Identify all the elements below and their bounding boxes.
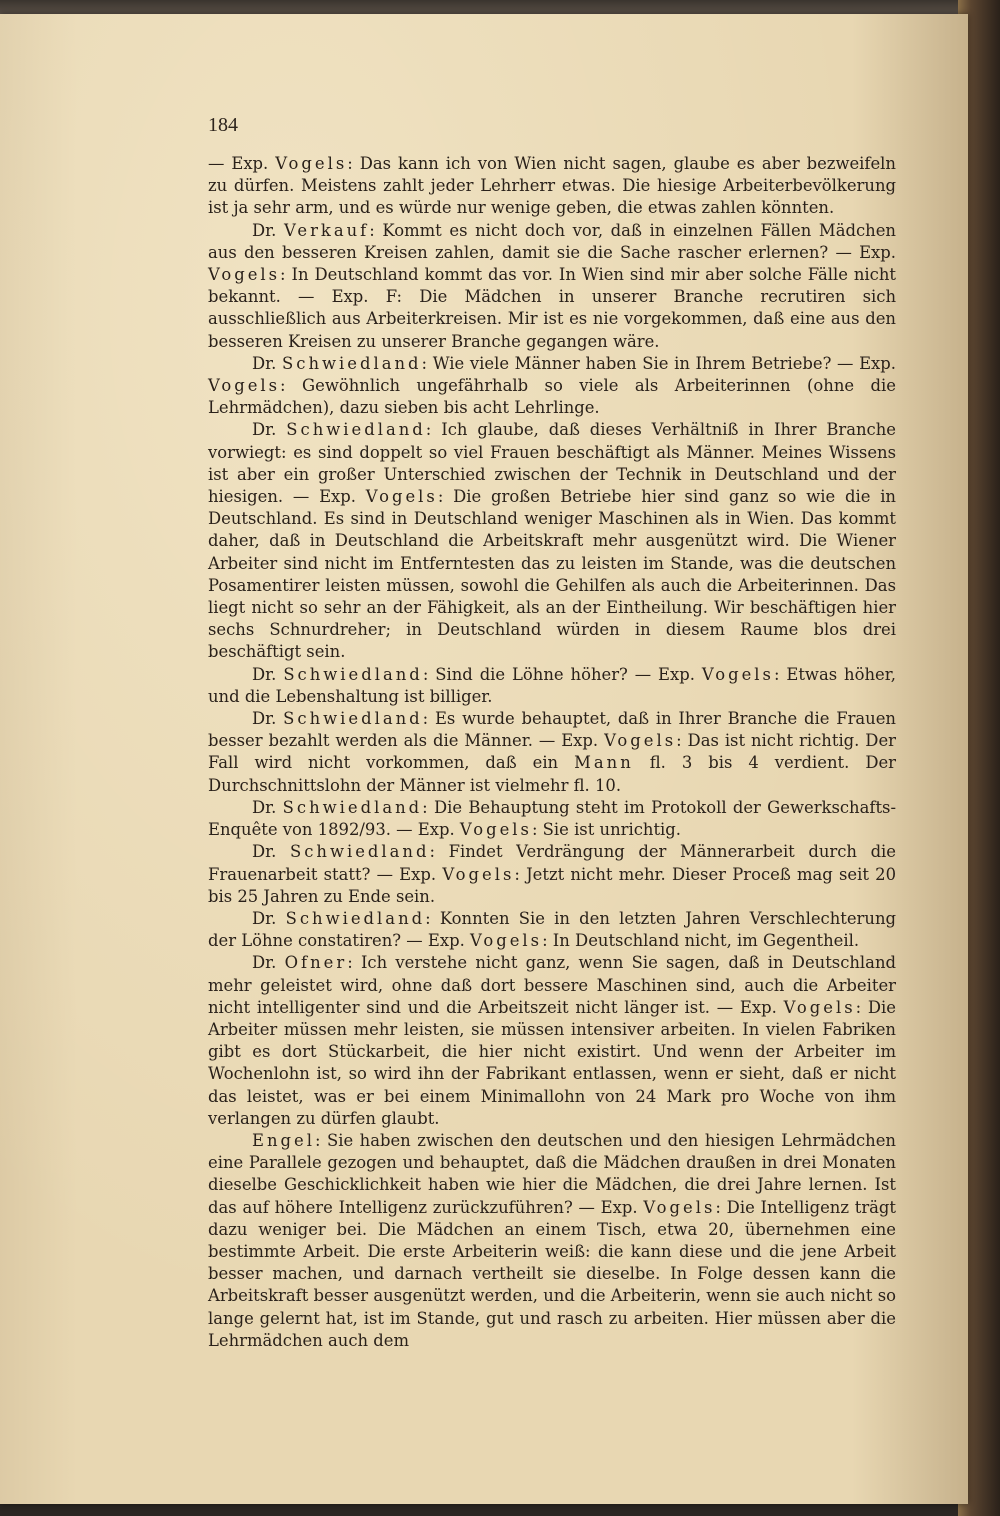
- page-number: 184: [208, 114, 238, 136]
- text-run: : Jetzt nicht mehr. Dieser Proceß mag seit 20 bis 25 Jahren zu Ende sein.: [208, 864, 897, 906]
- speaker-name: Vogels: [701, 664, 774, 684]
- text-run: : Ich glaube, daß dieses Verhältniß in Ihrer Branche vorwiegt: es sind doppelt so viel Frauen beschäftigt als Männer. Meines Wissens ist aber ein großer Unterschied zwischen der Technik in Deutschland und der hiesigen. — Exp.: [208, 420, 896, 507]
- text-run: Dr.: [252, 353, 283, 373]
- text-run: : Wie viele Männer haben Sie in Ihrem Betriebe? — Exp.: [421, 353, 896, 373]
- text-run: — Exp.: [208, 154, 276, 173]
- speaker-name: Schwiedland: [282, 353, 422, 373]
- speaker-name: Vogels: [459, 820, 532, 840]
- paragraph: [208, 353, 896, 420]
- speaker-name: Vogels: [275, 154, 348, 173]
- speaker-name: Vogels: [604, 731, 677, 751]
- speaker-name: Schwiedland: [283, 664, 423, 684]
- text-run: : Die Behauptung steht im Protokoll der Gewerkschafts-Enquête von 1892/93. — Exp.: [208, 797, 896, 840]
- text-run: fl. 3 bis 4 verdient. Der Durchschnittslohn der Männer ist vielmehr fl. 10.: [208, 753, 896, 795]
- text-run: Dr.: [252, 709, 284, 729]
- text-run: : Sie haben zwischen den deutschen und den hiesigen Lehrmädchen eine Parallele gezogen und behauptet, daß die Mädchen draußen in drei Monaten dieselbe Geschicklichkeit haben wie hier die Mädchen, die drei Jahre lernen. Ist das auf höhere Intelligenz zurückzuführen? — Exp.: [208, 1130, 896, 1217]
- speaker-name: Verkauf: [284, 220, 370, 240]
- speaker-name: Vogels: [442, 864, 515, 884]
- text-run: Dr.: [252, 420, 287, 440]
- speaker-name: Vogels: [470, 931, 543, 951]
- text-run: : Das ist nicht richtig. Der Fall wird nicht vorkommen, daß ein: [208, 731, 896, 773]
- paragraph: [208, 1130, 896, 1352]
- paragraph: [208, 664, 896, 708]
- text-run: : In Deutschland nicht, im Gegentheil.: [542, 931, 860, 951]
- text-run: : Konnten Sie in den letzten Jahren Verschlechterung der Löhne constatiren? — Exp.: [208, 908, 896, 951]
- text-run: : Sie ist unrichtig.: [531, 820, 681, 840]
- text-run: Dr.: [252, 797, 283, 817]
- speaker-name: Mann: [574, 753, 634, 773]
- speaker-name: Engel: [252, 1130, 315, 1150]
- text-run: Dr.: [252, 953, 285, 973]
- text-run: : Die großen Betriebe hier sind ganz so wie die in Deutschland. Es sind in Deutschland weniger Maschinen als in Wien. Das kommt daher, daß in Deutschland die Arbeitskraft mehr ausgenützt wird. Die Wiener Arbeiter sind nicht im Entferntesten das zu leisten im Stande, was die deutschen Posamentirer leisten müssen, sowohl die Gehilfen als auch die Arbeiterinnen. Das liegt nicht so sehr an der Fähigkeit, als an der Eintheilung. Wir beschäftigen hier sechs Schnurdreher; in Deutschland würden in diesem Raume blos drei beschäftigt sein.: [208, 487, 896, 662]
- paragraph: [208, 841, 896, 908]
- text-run: : Kommt es nicht doch vor, daß in einzelnen Fällen Mädchen aus den besseren Kreisen zahlen, damit sie die Sache rascher erlernen? — Exp.: [208, 220, 896, 262]
- paragraph: [208, 908, 896, 952]
- speaker-name: Schwiedland: [283, 709, 423, 729]
- text-run: Dr.: [252, 664, 284, 684]
- text-run: Dr.: [252, 220, 285, 240]
- speaker-name: Vogels: [208, 376, 281, 396]
- body-text: [208, 153, 896, 1352]
- speaker-name: Ofner: [284, 953, 348, 973]
- text-run: : Die Arbeiter müssen mehr leisten, sie müssen intensiver arbeiten. In vielen Fabriken gibt es dort Stückarbeit, die hier nicht existirt. Und wenn der Arbeiter im Wochenlohn ist, so wird ihn der Fabrikant entlassen, wenn er sieht, daß er nicht das leistet, was er bei einem Minimallohn von 24 Mark pro Woche von ihm verlangen zu dürfen glaubt.: [208, 997, 896, 1128]
- speaker-name: Schwiedland: [285, 908, 426, 928]
- speaker-name: Vogels: [365, 487, 438, 507]
- text-run: : In Deutschland kommt das vor. In Wien sind mir aber solche Fälle nicht bekannt. — Exp. F: Die Mädchen in unserer Branche recrutiren sich ausschließlich aus Arbeiterkreisen. Mir ist es nie vorgekommen, daß eine aus den besseren Kreisen zu unserer Branche gegangen wäre.: [208, 265, 896, 351]
- speaker-name: Schwiedland: [289, 842, 430, 862]
- text-run: : Etwas höher, und die Lebenshaltung ist billiger.: [208, 664, 896, 706]
- text-run: : Gewöhnlich ungefährhalb so viele als Arbeiterinnen (ohne die Lehrmädchen), dazu sieben bis acht Lehrlinge.: [208, 376, 896, 418]
- speaker-name: Vogels: [783, 997, 856, 1017]
- text-run: : Das kann ich von Wien nicht sagen, glaube es aber bezweifeln zu dürfen. Meistens zahlt jeder Lehrherr etwas. Die hiesige Arbeiterbevölkerung ist ja sehr arm, und es würde nur wenige geben, die etwas zahlen könnten.: [208, 154, 896, 218]
- speaker-name: Vogels: [208, 265, 281, 285]
- paragraph: [208, 797, 896, 841]
- speaker-name: Schwiedland: [286, 420, 426, 440]
- text-run: : Sind die Löhne höher? — Exp.: [422, 664, 702, 684]
- paragraph: [208, 153, 896, 220]
- paragraph: [208, 419, 896, 663]
- text-run: Dr.: [252, 842, 290, 862]
- text-run: : Ich verstehe nicht ganz, wenn Sie sagen, daß in Deutschland mehr geleistet wird, ohne daß dort bessere Maschinen sind, auch die Arbeiter nicht intelligenter sind und die Arbeitszeit nicht länger ist. — Exp.: [208, 953, 896, 1017]
- paragraph: [208, 220, 896, 353]
- speaker-name: Vogels: [643, 1197, 716, 1217]
- paragraph: [208, 708, 896, 797]
- text-run: : Die Intelligenz trägt dazu weniger bei. Die Mädchen an einem Tisch, etwa 20, übernehmen eine bestimmte Arbeit. Die erste Arbeiterin weiß: die kann diese und die jene Arbeit besser machen, und darnach vertheilt sie dieselbe. In Folge dessen kann die Arbeitskraft besser ausgenützt werden, und die Arbeiterin, wenn sie auch nicht so lange gelernt hat, ist im Stande, gut und rasch zu arbeiten. Hier müssen aber die Lehrmädchen auch dem: [208, 1197, 897, 1350]
- text-run: : Es wurde behauptet, daß in Ihrer Branche die Frauen besser bezahlt werden als die Männer. — Exp.: [208, 709, 896, 751]
- text-run: : Findet Verdrängung der Männerarbeit durch die Frauenarbeit statt? — Exp.: [208, 842, 896, 884]
- speaker-name: Schwiedland: [282, 797, 423, 817]
- text-run: Dr.: [252, 908, 286, 928]
- paragraph: [208, 952, 896, 1130]
